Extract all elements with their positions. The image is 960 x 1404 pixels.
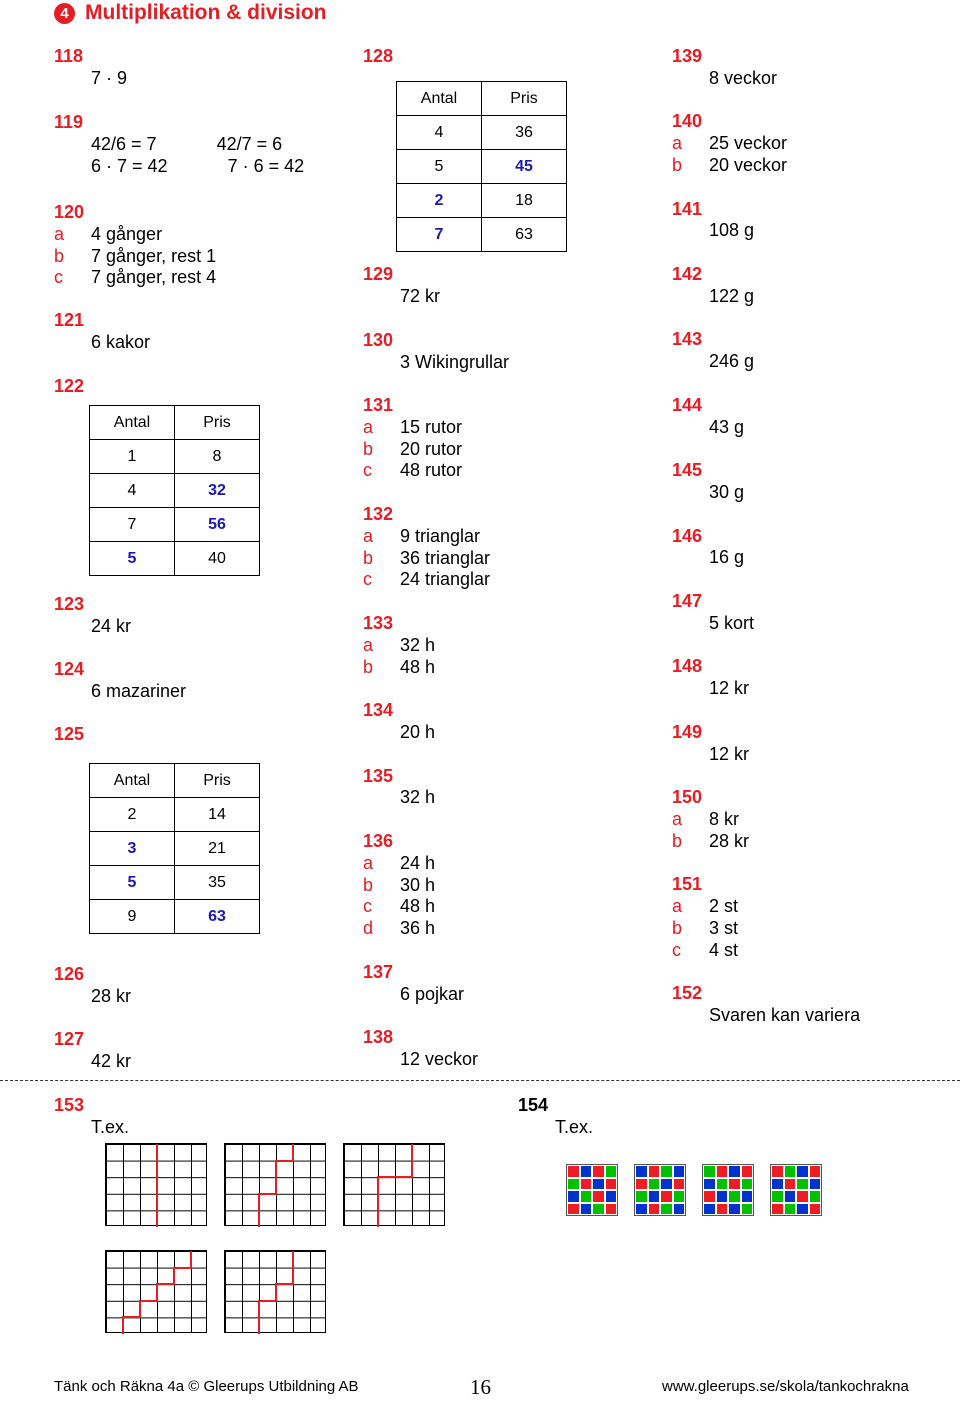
color-cell (796, 1203, 809, 1216)
color-cell (703, 1178, 716, 1191)
color-cell (648, 1165, 661, 1178)
color-cell (716, 1178, 729, 1191)
color-cell (809, 1178, 822, 1191)
exercise-120: 120 a 4 gånger b 7 gånger, rest 1 c 7 gånger, rest 4 (54, 202, 217, 288)
color-cell (784, 1190, 797, 1203)
staircase-grid (105, 1143, 207, 1226)
color-cell (796, 1190, 809, 1203)
color-cell (660, 1203, 673, 1216)
color-cell (580, 1190, 593, 1203)
color-cell (771, 1165, 784, 1178)
color-cell (728, 1165, 741, 1178)
table-header: Pris (482, 82, 567, 116)
color-cell (567, 1203, 580, 1216)
exercise-131-132: 131 a 15 rutor b 20 rutor c 48 rutor 132 a 9 trianglar b 36 trianglar c 24 trianglar 133 a 32 h b 48 h 134 20 h 135 32 h 136 a 24 h b 30 h c 48 h d 36 h 137 6 pojkar 138 12 veckor (363, 395, 491, 1069)
color-cell (673, 1178, 686, 1191)
table-header: Antal (90, 406, 175, 440)
color-cell (784, 1165, 797, 1178)
exercise-119: 119 42/6 = 7 42/7 = 6 6 · 7 = 42 7 · 6 = 42 (54, 112, 305, 176)
color-cell (716, 1190, 729, 1203)
table-cell-answer: 56 (175, 508, 260, 542)
price-table-122 (89, 405, 260, 576)
color-cell (728, 1190, 741, 1203)
color-cell (771, 1178, 784, 1191)
color-cell (605, 1203, 618, 1216)
table-cell: 4 (90, 474, 175, 508)
color-cell (703, 1165, 716, 1178)
color-cell (648, 1178, 661, 1191)
color-cell (567, 1165, 580, 1178)
section-number-badge: 4 (54, 3, 75, 24)
color-cell (741, 1203, 754, 1216)
exercise-130: 130 3 Wikingrullar (363, 330, 510, 372)
table-cell-answer: 45 (482, 150, 567, 184)
footer-url[interactable]: www.gleerups.se/skola/tankochrakna (662, 1378, 909, 1395)
color-cell (635, 1178, 648, 1191)
table-cell-answer: 5 (90, 866, 175, 900)
color-cell (580, 1165, 593, 1178)
color-cell (567, 1178, 580, 1191)
color-cell (660, 1190, 673, 1203)
color-cell (728, 1178, 741, 1191)
color-grid (634, 1164, 686, 1216)
color-cell (673, 1203, 686, 1216)
exercise-126: 126 28 kr (54, 964, 132, 1006)
exercise-127: 127 42 kr (54, 1029, 132, 1071)
table-cell-answer: 7 (397, 218, 482, 252)
color-cell (567, 1190, 580, 1203)
exercise-122: 122 (54, 376, 85, 396)
color-cell (741, 1178, 754, 1191)
table-cell: 5 (397, 150, 482, 184)
color-cell (809, 1190, 822, 1203)
color-cell (592, 1190, 605, 1203)
color-cell (728, 1203, 741, 1216)
color-cell (796, 1165, 809, 1178)
color-cell (605, 1178, 618, 1191)
color-cell (741, 1190, 754, 1203)
color-cell (635, 1190, 648, 1203)
color-cell (605, 1190, 618, 1203)
dashed-divider (0, 1080, 960, 1081)
exercise-124: 124 6 mazariner (54, 659, 187, 701)
table-cell-answer: 2 (397, 184, 482, 218)
footer-publisher: Tänk och Räkna 4a © Gleerups Utbildning AB (54, 1378, 359, 1395)
table-cell: 21 (175, 832, 260, 866)
price-table-125 (89, 763, 260, 934)
table-cell-answer: 3 (90, 832, 175, 866)
table-cell: 9 (90, 900, 175, 934)
color-cell (784, 1203, 797, 1216)
color-grid (702, 1164, 754, 1216)
color-cell (703, 1190, 716, 1203)
color-cell (592, 1178, 605, 1191)
section-title: Multiplikation & division (85, 1, 327, 24)
staircase-grid (105, 1250, 207, 1333)
table-cell: 36 (482, 116, 567, 150)
staircase-grid (224, 1143, 326, 1226)
table-header: Antal (397, 82, 482, 116)
color-cell (592, 1165, 605, 1178)
table-cell: 1 (90, 440, 175, 474)
page-number: 16 (470, 1375, 491, 1399)
section-header (54, 0, 327, 26)
table-cell: 35 (175, 866, 260, 900)
exercises-139-152: 139 8 veckor 140 a 25 veckor b 20 veckor 141 108 g 142 122 g 143 246 g 144 43 g 145 30 g 146 16 g 147 5 kort 148 12 kr 149 12 kr 150 a 8 kr b 28 kr 151 a 2 st b 3 st c 4 st 152 Svaren kan variera (672, 46, 861, 1026)
color-cell (716, 1165, 729, 1178)
color-cell (635, 1203, 648, 1216)
color-cell (580, 1178, 593, 1191)
table-cell: 63 (482, 218, 567, 252)
color-cell (809, 1165, 822, 1178)
table-cell: 2 (90, 798, 175, 832)
color-cell (660, 1178, 673, 1191)
color-cell (741, 1165, 754, 1178)
color-cell (771, 1203, 784, 1216)
color-cell (605, 1165, 618, 1178)
exercise-123: 123 24 kr (54, 594, 132, 636)
color-cell (635, 1165, 648, 1178)
table-cell: 18 (482, 184, 567, 218)
color-cell (648, 1190, 661, 1203)
color-cell (716, 1203, 729, 1216)
table-cell: 14 (175, 798, 260, 832)
exercise-118: 118 7 · 9 (54, 46, 128, 88)
color-grid (770, 1164, 822, 1216)
color-cell (796, 1178, 809, 1191)
color-cell (673, 1165, 686, 1178)
table-header: Pris (175, 764, 260, 798)
color-cell (703, 1203, 716, 1216)
table-header: Antal (90, 764, 175, 798)
color-cell (784, 1178, 797, 1191)
exercise-153: 153 T.ex. (54, 1095, 130, 1137)
table-cell: 4 (397, 116, 482, 150)
staircase-grid (343, 1143, 445, 1226)
color-cell (580, 1203, 593, 1216)
price-table-128 (396, 81, 567, 252)
table-cell-answer: 5 (90, 542, 175, 576)
exercise-128: 128 (363, 46, 394, 66)
table-header: Pris (175, 406, 260, 440)
exercise-121: 121 6 kakor (54, 310, 151, 352)
table-cell: 7 (90, 508, 175, 542)
color-cell (592, 1203, 605, 1216)
color-cell (660, 1165, 673, 1178)
exercise-129: 129 72 kr (363, 264, 441, 306)
table-cell: 8 (175, 440, 260, 474)
exercise-154: 154 T.ex. (518, 1095, 594, 1137)
table-cell-answer: 63 (175, 900, 260, 934)
table-cell-answer: 32 (175, 474, 260, 508)
table-cell: 40 (175, 542, 260, 576)
color-cell (771, 1190, 784, 1203)
color-cell (648, 1203, 661, 1216)
color-cell (673, 1190, 686, 1203)
color-grid (566, 1164, 618, 1216)
color-cell (809, 1203, 822, 1216)
staircase-grid (224, 1250, 326, 1333)
exercise-125: 125 (54, 724, 85, 744)
